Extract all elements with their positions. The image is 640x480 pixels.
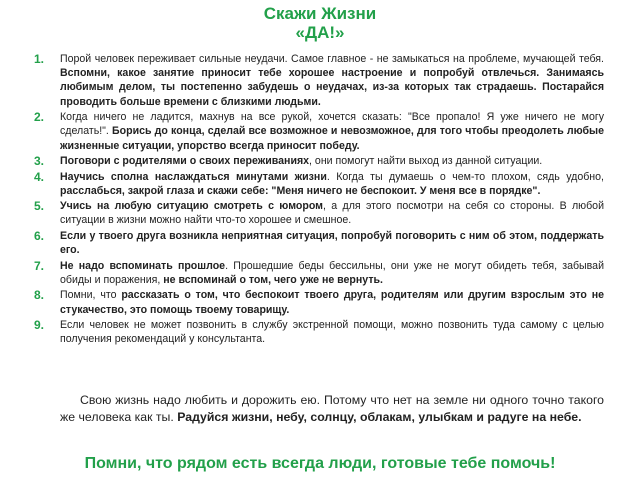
tip-number: 2. <box>34 110 45 125</box>
tip-text-bold: Если у твоего друга возникла неприятная ситуация, попробуй поговорить с ним об этом, поддержать его. <box>60 229 604 257</box>
tip-text: . Когда ты думаешь о чем-то плохом, сядь удобно, <box>326 170 604 183</box>
tip-item <box>34 52 604 109</box>
tip-number: 5. <box>34 199 45 214</box>
tip-item <box>34 110 604 153</box>
tip-item <box>34 288 604 316</box>
tip-item <box>34 259 604 287</box>
closing-text-bold: Радуйся жизни, небу, солнцу, облакам, улыбкам и радуге на небе. <box>177 409 582 424</box>
tips-list <box>34 52 604 348</box>
closing-text: Свою жизнь надо любить и дорожить ею. Потому что нет на земле ни одного точно такого же человека как ты. <box>60 393 604 424</box>
tip-item <box>34 154 604 168</box>
tip-text: Помни, что <box>60 289 122 302</box>
tip-text-bold: Не надо вспоминать прошлое <box>60 259 226 272</box>
tip-text-bold: не вспоминай о том, чего уже не вернуть. <box>163 273 383 286</box>
tip-text-bold: Вспомни, какое занятие приносит тебе хорошее настроение и попробуй отвлечься. Занимаясь любимым делом, ты постепенно забудешь о неудачах, из-за которых так страдаешь. Постарайся проводить больше времени с близкими людьми. <box>60 67 604 108</box>
tip-text-bold: Борись до конца, сделай все возможное и невозможное, для того чтобы преодолеть любые жизненные ситуации, упорство всегда приносит победу. <box>60 125 604 152</box>
tip-item <box>34 318 604 346</box>
tip-text-bold: расслабься, закрой глаза и скажи себе: "Меня ничего не беспокоит. У меня все в порядке". <box>60 184 541 197</box>
tip-text: , а для этого посмотри на себя со стороны. В любой ситуации в жизни можно найти что-то хорошее и смешное. <box>60 200 604 227</box>
tip-number: 9. <box>34 318 45 333</box>
page-subtitle: «ДА!» <box>295 23 345 42</box>
tip-text-bold: Учись на любую ситуацию смотреть с юмором <box>60 200 324 213</box>
tip-text: , они помогут найти выход из данной ситуации. <box>309 155 543 168</box>
tip-number: 7. <box>34 258 45 273</box>
tip-text: Порой человек переживает сильные неудачи. Самое главное - не замыкаться на проблеме, мучающей тебя. <box>60 53 604 65</box>
tip-text-bold: Поговори с родителями о своих переживаниях <box>60 155 310 168</box>
closing-paragraph <box>60 392 604 425</box>
tip-number: 4. <box>34 169 45 184</box>
tip-item <box>34 229 604 257</box>
tip-text: Когда ничего не ладится, махнув на все рукой, хочется сказать: "Все пропало! Я уже ничего не могу сделать!". <box>60 111 604 138</box>
tip-text: Если человек не может позвонить в службу экстренной помощи, можно позвонить туда самому с целью получения рекомендаций у консультанта. <box>60 319 604 346</box>
tip-number: 8. <box>34 288 45 303</box>
tip-item <box>34 199 604 227</box>
tip-number: 6. <box>34 228 45 243</box>
tip-text-bold: рассказать о том, что беспокоит твоего друга, родителям или другим взрослым это не стукачество, это помощь твоему товарищу. <box>60 289 604 316</box>
tip-number: 3. <box>34 154 45 169</box>
tip-text-bold: Научись сполна наслаждаться минутами жизни <box>60 170 327 183</box>
tip-text: . Прошедшие беды бессильны, они уже не могут обидеть тебя, забывай обиды и поражения, <box>60 259 604 286</box>
page-title: Скажи Жизни <box>263 4 377 23</box>
footer-slogan: Помни, что рядом есть всегда люди, готовые тебе помочь! <box>84 455 556 472</box>
tip-item <box>34 170 604 198</box>
tip-number: 1. <box>34 52 45 66</box>
